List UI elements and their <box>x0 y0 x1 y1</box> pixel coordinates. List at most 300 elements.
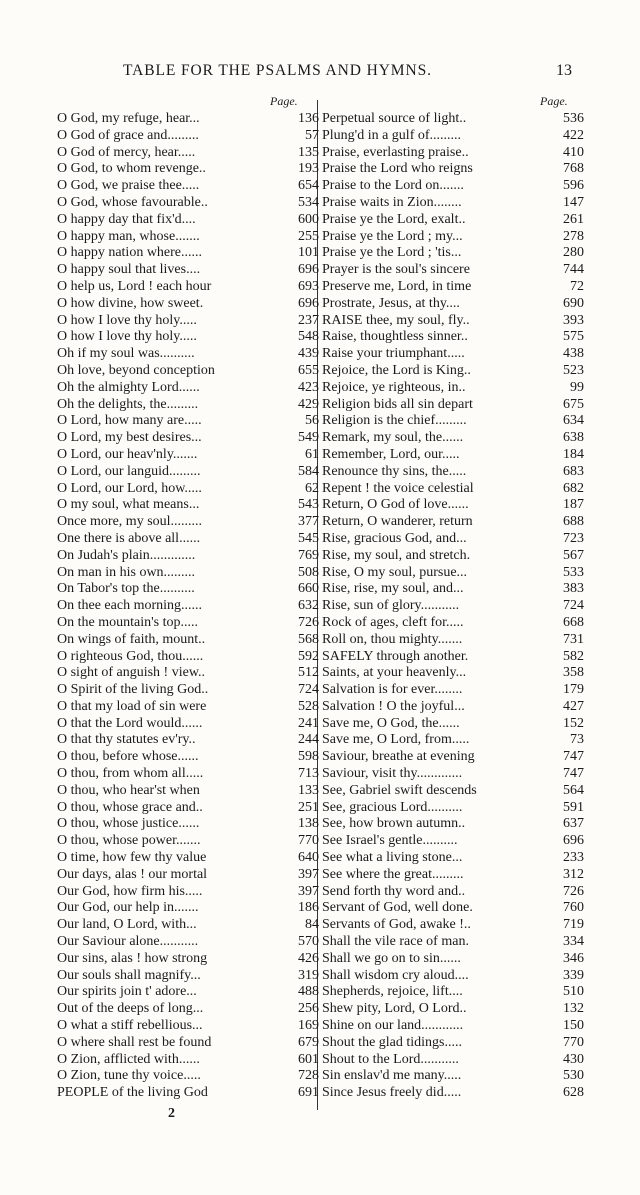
entry-page-number: 397 <box>298 883 319 899</box>
index-entry <box>322 598 584 615</box>
index-entry <box>322 917 584 934</box>
index-entry <box>322 145 584 162</box>
entry-page-number: 744 <box>563 262 584 278</box>
entry-page-number: 654 <box>298 178 319 194</box>
entry-page-number: 152 <box>563 715 584 731</box>
entry-first-line: Our Saviour alone........... <box>57 934 199 950</box>
index-entry <box>322 665 584 682</box>
entry-page-number: 57 <box>305 127 319 143</box>
entry-page-number: 770 <box>298 833 319 849</box>
entry-page-number: 132 <box>563 1001 584 1017</box>
index-entry <box>322 497 584 514</box>
index-entry <box>57 816 319 833</box>
entry-first-line: Roll on, thou mighty....... <box>322 631 463 647</box>
index-entry <box>57 917 319 934</box>
entry-first-line: Praise the Lord who reigns <box>322 161 473 177</box>
index-entry <box>322 749 584 766</box>
entry-first-line: See where the great......... <box>322 866 464 882</box>
entry-first-line: Our God, how firm his..... <box>57 883 203 899</box>
index-entry <box>57 245 319 262</box>
entry-first-line: Religion is the chief......... <box>322 413 467 429</box>
entry-page-number: 397 <box>298 866 319 882</box>
entry-first-line: Shine on our land............ <box>322 1018 464 1034</box>
entry-page-number: 56 <box>305 413 319 429</box>
entry-first-line: Our land, O Lord, with... <box>57 917 197 933</box>
entry-page-number: 638 <box>563 430 584 446</box>
index-entry <box>322 380 584 397</box>
entry-first-line: Send forth thy word and.. <box>322 883 466 899</box>
entry-page-number: 179 <box>563 682 584 698</box>
entry-first-line: One there is above all...... <box>57 530 201 546</box>
index-entry <box>57 346 319 363</box>
entry-page-number: 135 <box>298 144 319 160</box>
entry-first-line: Our God, our help in....... <box>57 900 199 916</box>
entry-page-number: 634 <box>563 413 584 429</box>
entry-page-number: 184 <box>563 446 584 462</box>
entry-first-line: Shepherds, rejoice, lift.... <box>322 984 463 1000</box>
entry-first-line: Rejoice, ye righteous, in.. <box>322 379 466 395</box>
entry-page-number: 596 <box>563 178 584 194</box>
entry-first-line: Raise your triumphant..... <box>322 346 465 362</box>
entry-first-line: O what a stiff rebellious... <box>57 1018 203 1034</box>
entry-first-line: O Spirit of the living God.. <box>57 682 209 698</box>
entry-first-line: O thou, whose justice...... <box>57 816 200 832</box>
entry-page-number: 138 <box>298 816 319 832</box>
index-entry <box>322 682 584 699</box>
index-entry <box>57 397 319 414</box>
entry-first-line: Our days, alas ! our mortal <box>57 866 208 882</box>
index-entry <box>57 749 319 766</box>
entry-page-number: 358 <box>563 665 584 681</box>
entry-page-number: 747 <box>563 749 584 765</box>
entry-first-line: O Zion, afflicted with...... <box>57 1051 200 1067</box>
entry-page-number: 422 <box>563 127 584 143</box>
entry-first-line: O God, we praise thee..... <box>57 178 200 194</box>
index-entry <box>322 800 584 817</box>
entry-page-number: 591 <box>563 799 584 815</box>
entry-page-number: 601 <box>298 1051 319 1067</box>
index-entry <box>57 649 319 666</box>
entry-page-number: 133 <box>298 782 319 798</box>
entry-page-number: 312 <box>563 866 584 882</box>
entry-first-line: See, Gabriel swift descends <box>322 782 477 798</box>
index-entry <box>322 363 584 380</box>
entry-first-line: See, how brown autumn.. <box>322 816 466 832</box>
index-entry <box>57 732 319 749</box>
entry-page-number: 346 <box>563 950 584 966</box>
index-entry <box>57 161 319 178</box>
index-entry <box>322 464 584 481</box>
index-entry <box>57 665 319 682</box>
index-entry <box>322 581 584 598</box>
page-title: TABLE FOR THE PSALMS AND HYMNS. <box>123 62 432 79</box>
entry-first-line: Rise, rise, my soul, and... <box>322 581 464 597</box>
entry-page-number: 769 <box>298 547 319 563</box>
entry-page-number: 696 <box>298 262 319 278</box>
entry-page-number: 679 <box>298 1034 319 1050</box>
entry-first-line: Since Jesus freely did..... <box>322 1085 462 1101</box>
entry-page-number: 668 <box>563 614 584 630</box>
entry-first-line: O happy day that fix'd.... <box>57 211 196 227</box>
entry-first-line: Praise ye the Lord, exalt.. <box>322 211 466 227</box>
entry-first-line: Oh the delights, the......... <box>57 396 199 412</box>
entry-first-line: Prostrate, Jesus, at thy.... <box>322 295 460 311</box>
entry-page-number: 339 <box>563 967 584 983</box>
index-entry <box>322 565 584 582</box>
index-entry <box>57 1018 319 1035</box>
entry-page-number: 655 <box>298 362 319 378</box>
entry-first-line: Plung'd in a gulf of......... <box>322 127 462 143</box>
index-entry <box>57 229 319 246</box>
entry-first-line: Oh the almighty Lord...... <box>57 379 200 395</box>
index-entry <box>57 1035 319 1052</box>
index-entry <box>322 649 584 666</box>
entry-page-number: 430 <box>563 1051 584 1067</box>
index-entry <box>57 565 319 582</box>
index-entry <box>57 481 319 498</box>
entry-first-line: Our sins, alas ! how strong <box>57 950 208 966</box>
index-entry <box>57 951 319 968</box>
entry-first-line: Return, O wanderer, return <box>322 514 473 530</box>
entry-page-number: 723 <box>563 530 584 546</box>
index-entry <box>322 934 584 951</box>
index-entry <box>57 279 319 296</box>
entry-page-number: 637 <box>563 816 584 832</box>
index-entry <box>57 984 319 1001</box>
right-index-column <box>322 111 584 1102</box>
index-entry <box>322 111 584 128</box>
index-entry <box>322 867 584 884</box>
entry-first-line: Rise, O my soul, pursue... <box>322 564 468 580</box>
entry-page-number: 536 <box>563 111 584 126</box>
index-entry <box>322 413 584 430</box>
entry-page-number: 187 <box>563 497 584 513</box>
entry-page-number: 241 <box>298 715 319 731</box>
entry-first-line: On Tabor's top the.......... <box>57 581 195 597</box>
index-entry <box>322 128 584 145</box>
entry-page-number: 72 <box>570 278 584 294</box>
index-entry <box>322 1018 584 1035</box>
entry-page-number: 724 <box>563 598 584 614</box>
index-entry <box>57 934 319 951</box>
index-entry <box>322 766 584 783</box>
entry-page-number: 508 <box>298 564 319 580</box>
entry-page-number: 426 <box>298 950 319 966</box>
index-entry <box>57 329 319 346</box>
index-entry <box>57 968 319 985</box>
index-entry <box>322 951 584 968</box>
entry-page-number: 99 <box>570 379 584 395</box>
entry-page-number: 147 <box>563 194 584 210</box>
entry-page-number: 530 <box>563 1068 584 1084</box>
entry-page-number: 564 <box>563 782 584 798</box>
index-entry <box>57 262 319 279</box>
entry-first-line: Rejoice, the Lord is King.. <box>322 362 471 378</box>
entry-page-number: 568 <box>298 631 319 647</box>
entry-page-number: 84 <box>305 917 319 933</box>
index-entry <box>57 632 319 649</box>
entry-page-number: 719 <box>563 917 584 933</box>
entry-first-line: On the mountain's top..... <box>57 614 198 630</box>
index-entry <box>57 430 319 447</box>
entry-first-line: On wings of faith, mount.. <box>57 631 206 647</box>
entry-page-number: 575 <box>563 329 584 345</box>
entry-first-line: Prayer is the soul's sincere <box>322 262 470 278</box>
entry-first-line: Servants of God, awake !.. <box>322 917 471 933</box>
entry-first-line: O how I love thy holy..... <box>57 312 197 328</box>
entry-first-line: Saviour, breathe at evening <box>322 749 475 765</box>
entry-page-number: 439 <box>298 346 319 362</box>
entry-page-number: 150 <box>563 1018 584 1034</box>
index-entry <box>57 531 319 548</box>
entry-page-number: 567 <box>563 547 584 563</box>
entry-first-line: O happy nation where...... <box>57 245 203 261</box>
index-entry <box>322 984 584 1001</box>
entry-first-line: Praise ye the Lord ; 'tis... <box>322 245 462 261</box>
index-entry <box>322 816 584 833</box>
entry-first-line: O how I love thy holy..... <box>57 329 197 345</box>
entry-first-line: O God, whose favourable.. <box>57 194 208 210</box>
entry-first-line: Rock of ages, cleft for..... <box>322 614 464 630</box>
entry-page-number: 261 <box>563 211 584 227</box>
entry-page-number: 255 <box>298 228 319 244</box>
entry-page-number: 278 <box>563 228 584 244</box>
entry-first-line: Salvation ! O the joyful... <box>322 698 465 714</box>
entry-page-number: 523 <box>563 362 584 378</box>
entry-first-line: O Lord, how many are..... <box>57 413 202 429</box>
index-entry <box>322 481 584 498</box>
index-entry <box>322 699 584 716</box>
entry-first-line: O help us, Lord ! each hour <box>57 278 212 294</box>
entry-first-line: Remember, Lord, our..... <box>322 446 460 462</box>
entry-page-number: 237 <box>298 312 319 328</box>
entry-page-number: 628 <box>563 1085 584 1101</box>
entry-first-line: O that my load of sin were <box>57 698 207 714</box>
index-entry <box>57 111 319 128</box>
entry-page-number: 410 <box>563 144 584 160</box>
entry-first-line: O happy soul that lives.... <box>57 262 201 278</box>
entry-page-number: 726 <box>298 614 319 630</box>
index-entry <box>322 1068 584 1085</box>
index-entry <box>57 195 319 212</box>
entry-page-number: 682 <box>563 480 584 496</box>
index-entry <box>57 615 319 632</box>
entry-page-number: 598 <box>298 749 319 765</box>
entry-first-line: O Lord, our Lord, how..... <box>57 480 202 496</box>
entry-page-number: 548 <box>298 329 319 345</box>
entry-page-number: 696 <box>563 833 584 849</box>
entry-first-line: On Judah's plain............. <box>57 547 196 563</box>
entry-page-number: 429 <box>298 396 319 412</box>
entry-first-line: See, gracious Lord.......... <box>322 799 463 815</box>
entry-first-line: Save me, O Lord, from..... <box>322 732 470 748</box>
entry-first-line: Shout the glad tidings..... <box>322 1034 462 1050</box>
index-entry <box>322 329 584 346</box>
index-entry <box>57 296 319 313</box>
entry-page-number: 251 <box>298 799 319 815</box>
index-entry <box>57 313 319 330</box>
index-entry <box>322 313 584 330</box>
entry-page-number: 592 <box>298 648 319 664</box>
index-entry <box>322 447 584 464</box>
entry-page-number: 600 <box>298 211 319 227</box>
index-entry <box>57 682 319 699</box>
entry-page-number: 280 <box>563 245 584 261</box>
entry-first-line: Out of the deeps of long... <box>57 1001 204 1017</box>
entry-first-line: Preserve me, Lord, in time <box>322 278 472 294</box>
entry-first-line: RAISE thee, my soul, fly.. <box>322 312 470 328</box>
entry-page-number: 582 <box>563 648 584 664</box>
entry-page-number: 545 <box>298 530 319 546</box>
index-entry <box>322 716 584 733</box>
index-entry <box>322 195 584 212</box>
entry-page-number: 193 <box>298 161 319 177</box>
index-entry <box>322 968 584 985</box>
entry-first-line: Repent ! the voice celestial <box>322 480 474 496</box>
entry-page-number: 632 <box>298 598 319 614</box>
index-entry <box>322 783 584 800</box>
left-index-column <box>57 111 319 1102</box>
index-entry <box>57 850 319 867</box>
left-column-header: Page. <box>270 94 298 108</box>
entry-first-line: Shall we go on to sin...... <box>322 950 461 966</box>
entry-first-line: O how divine, how sweet. <box>57 295 204 311</box>
index-entry <box>57 413 319 430</box>
entry-page-number: 186 <box>298 900 319 916</box>
entry-page-number: 334 <box>563 934 584 950</box>
entry-first-line: Rise, my soul, and stretch. <box>322 547 471 563</box>
entry-page-number: 533 <box>563 564 584 580</box>
entry-page-number: 675 <box>563 396 584 412</box>
index-entry <box>322 884 584 901</box>
entry-first-line: O that thy statutes ev'ry.. <box>57 732 196 748</box>
entry-page-number: 696 <box>298 295 319 311</box>
index-entry <box>57 178 319 195</box>
entry-page-number: 693 <box>298 278 319 294</box>
entry-first-line: Raise, thoughtless sinner.. <box>322 329 468 345</box>
entry-first-line: O thou, who hear'st when <box>57 782 200 798</box>
entry-page-number: 768 <box>563 161 584 177</box>
entry-page-number: 691 <box>298 1085 319 1101</box>
entry-page-number: 319 <box>298 967 319 983</box>
index-entry <box>57 884 319 901</box>
entry-page-number: 770 <box>563 1034 584 1050</box>
index-entry <box>57 900 319 917</box>
index-entry <box>57 581 319 598</box>
entry-page-number: 136 <box>298 111 319 126</box>
page-number: 13 <box>556 62 572 79</box>
entry-first-line: SAFELY through another. <box>322 648 469 664</box>
index-entry <box>322 212 584 229</box>
index-entry <box>57 212 319 229</box>
index-entry <box>322 296 584 313</box>
entry-first-line: Saviour, visit thy............. <box>322 766 463 782</box>
entry-page-number: 549 <box>298 430 319 446</box>
entry-first-line: Religion bids all sin depart <box>322 396 473 412</box>
index-entry <box>57 699 319 716</box>
entry-first-line: Save me, O God, the...... <box>322 715 460 731</box>
entry-page-number: 233 <box>563 850 584 866</box>
index-entry <box>322 833 584 850</box>
entry-first-line: Shew pity, Lord, O Lord.. <box>322 1001 467 1017</box>
index-entry <box>57 145 319 162</box>
entry-page-number: 747 <box>563 766 584 782</box>
entry-page-number: 383 <box>563 581 584 597</box>
entry-page-number: 683 <box>563 463 584 479</box>
entry-first-line: Oh if my soul was.......... <box>57 346 195 362</box>
entry-page-number: 377 <box>298 514 319 530</box>
entry-page-number: 731 <box>563 631 584 647</box>
entry-first-line: Praise waits in Zion........ <box>322 194 462 210</box>
entry-first-line: See what a living stone... <box>322 850 463 866</box>
entry-page-number: 713 <box>298 766 319 782</box>
entry-first-line: Our spirits join t' adore... <box>57 984 197 1000</box>
entry-page-number: 101 <box>298 245 319 261</box>
index-entry <box>57 380 319 397</box>
index-entry <box>322 548 584 565</box>
entry-first-line: Praise ye the Lord ; my... <box>322 228 463 244</box>
index-entry <box>322 1001 584 1018</box>
index-entry <box>57 514 319 531</box>
entry-page-number: 534 <box>298 194 319 210</box>
right-column-header: Page. <box>540 94 568 108</box>
index-entry <box>57 497 319 514</box>
entry-first-line: O Lord, our heav'nly....... <box>57 446 198 462</box>
index-entry <box>322 397 584 414</box>
entry-page-number: 393 <box>563 312 584 328</box>
entry-page-number: 728 <box>298 1068 319 1084</box>
entry-first-line: Once more, my soul......... <box>57 514 203 530</box>
entry-first-line: O time, how few thy value <box>57 850 207 866</box>
entry-first-line: Shall the vile race of man. <box>322 934 469 950</box>
index-entry <box>57 833 319 850</box>
entry-first-line: Our souls shall magnify... <box>57 967 201 983</box>
entry-first-line: O happy man, whose....... <box>57 228 200 244</box>
index-entry <box>322 850 584 867</box>
entry-first-line: O God, my refuge, hear... <box>57 111 200 126</box>
entry-first-line: Sin enslav'd me many..... <box>322 1068 462 1084</box>
index-entry <box>322 430 584 447</box>
entry-page-number: 73 <box>570 732 584 748</box>
index-entry <box>57 766 319 783</box>
entry-first-line: Salvation is for ever........ <box>322 682 463 698</box>
index-entry <box>57 867 319 884</box>
entry-page-number: 423 <box>298 379 319 395</box>
index-entry <box>322 346 584 363</box>
entry-page-number: 724 <box>298 682 319 698</box>
entry-page-number: 543 <box>298 497 319 513</box>
index-entry <box>57 716 319 733</box>
entry-first-line: Return, O God of love...... <box>322 497 469 513</box>
index-entry <box>322 279 584 296</box>
index-entry <box>322 531 584 548</box>
index-entry <box>322 1085 584 1102</box>
entry-page-number: 660 <box>298 581 319 597</box>
entry-first-line: O sight of anguish ! view.. <box>57 665 206 681</box>
index-entry <box>322 245 584 262</box>
entry-first-line: On man in his own......... <box>57 564 196 580</box>
entry-page-number: 726 <box>563 883 584 899</box>
index-entry <box>57 783 319 800</box>
entry-first-line: Saints, at your heavenly... <box>322 665 467 681</box>
entry-first-line: Shout to the Lord........... <box>322 1051 459 1067</box>
index-entry <box>57 598 319 615</box>
entry-page-number: 169 <box>298 1018 319 1034</box>
signature-mark: 2 <box>168 1106 175 1121</box>
entry-first-line: O that the Lord would...... <box>57 715 203 731</box>
entry-first-line: Praise, everlasting praise.. <box>322 144 469 160</box>
entry-page-number: 512 <box>298 665 319 681</box>
